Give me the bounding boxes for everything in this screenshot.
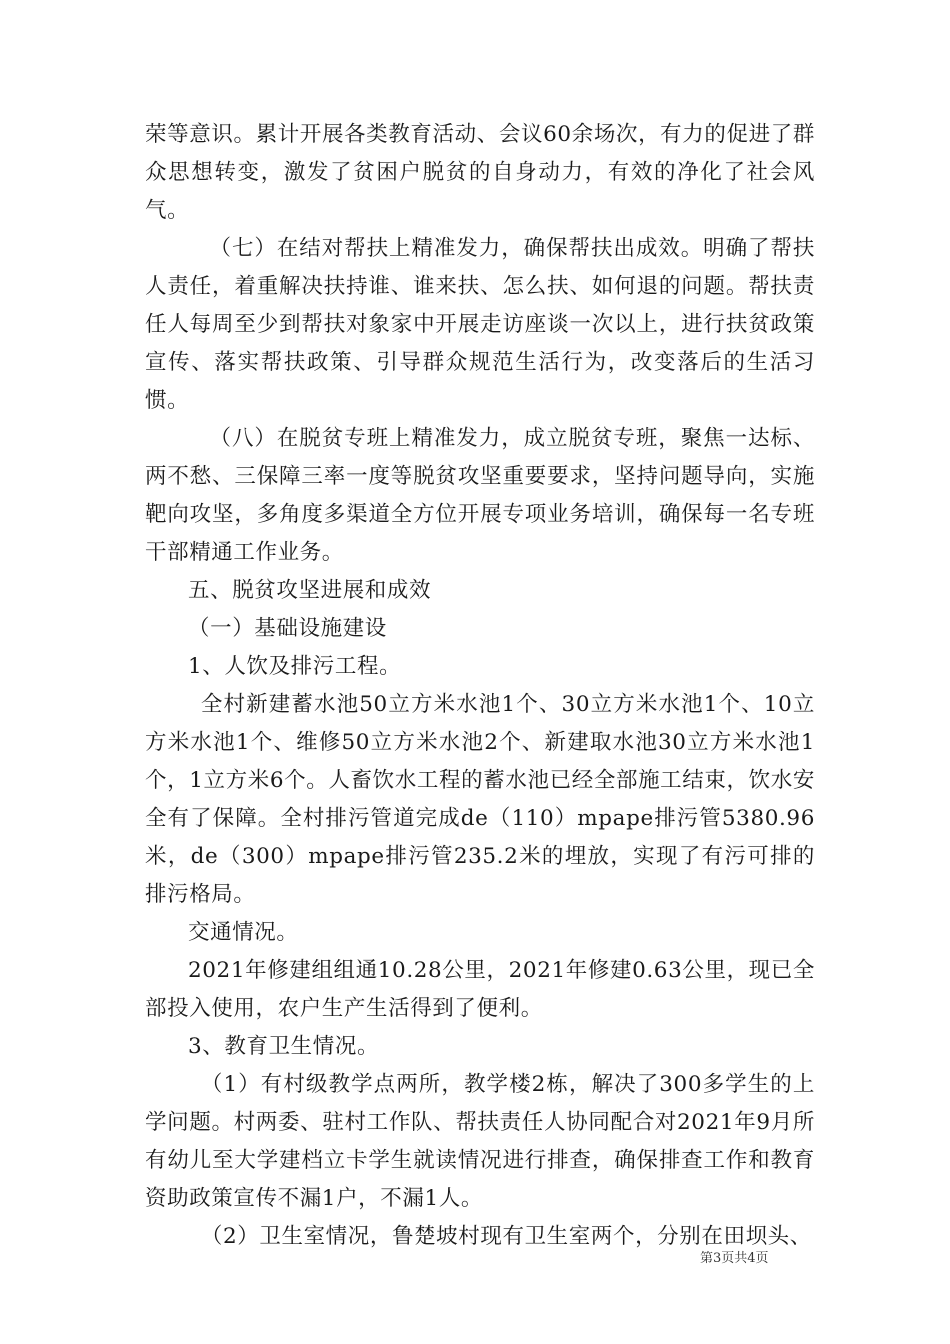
paragraph-clinic: （2）卫生室情况，鲁楚坡村现有卫生室两个，分别在田坝头、	[200, 1224, 812, 1249]
document-body	[145, 116, 815, 1256]
heading-education-health: 3、教育卫生情况。	[188, 1034, 380, 1059]
heading-transport: 交通情况。	[188, 920, 299, 945]
heading-water-sewage: 1、人饮及排污工程。	[188, 654, 402, 679]
page-number: 第3页共4页	[700, 1251, 769, 1266]
paragraph-education: （1）有村级教学点两所，教学楼2栋，解决了300多学生的上学问题。村两委、驻村工作队、帮扶责任人协同配合对2021年9月所有幼儿至大学建档立卡学生就读情况进行排查，确保排查工作和教育资助政策宣传不漏1户，不漏1人。	[145, 1072, 815, 1211]
paragraph-continued: 荣等意识。累计开展各类教育活动、会议60余场次，有力的促进了群众思想转变，激发了贫困户脱贫的自身动力，有效的净化了社会风气。	[145, 122, 815, 223]
heading-progress: 五、脱贫攻坚进展和成效	[188, 578, 432, 603]
paragraph-section-7: （七）在结对帮扶上精准发力，确保帮扶出成效。明确了帮扶人责任，着重解决扶持谁、谁来扶、怎么扶、如何退的问题。帮扶责任人每周至少到帮扶对象家中开展走访座谈一次以上，进行扶贫政策宣传、落实帮扶政策、引导群众规范生活行为，改变落后的生活习惯。	[145, 236, 815, 413]
paragraph-section-8: （八）在脱贫专班上精准发力，成立脱贫专班，聚焦一达标、两不愁、三保障三率一度等脱贫攻坚重要要求，坚持问题导向，实施靶向攻坚，多角度多渠道全方位开展专项业务培训，确保每一名专班干部精通工作业务。	[145, 426, 815, 565]
heading-infrastructure: （一）基础设施建设	[188, 616, 387, 641]
paragraph-water-sewage: 全村新建蓄水池50立方米水池1个、30立方米水池1个、10立方米水池1个、维修50立方米水池2个、新建取水池30立方米水池1个，1立方米6个。人畜饮水工程的蓄水池已经全部施工结束，饮水安全有了保障。全村排污管道完成de（110）mpape排污管5380.96米，de（300）mpape排污管235.2米的埋放，实现了有污可排的排污格局。	[145, 692, 815, 907]
paragraph-transport: 2021年修建组组通10.28公里，2021年修建0.63公里，现已全部投入使用，农户生产生活得到了便利。	[145, 958, 815, 1021]
